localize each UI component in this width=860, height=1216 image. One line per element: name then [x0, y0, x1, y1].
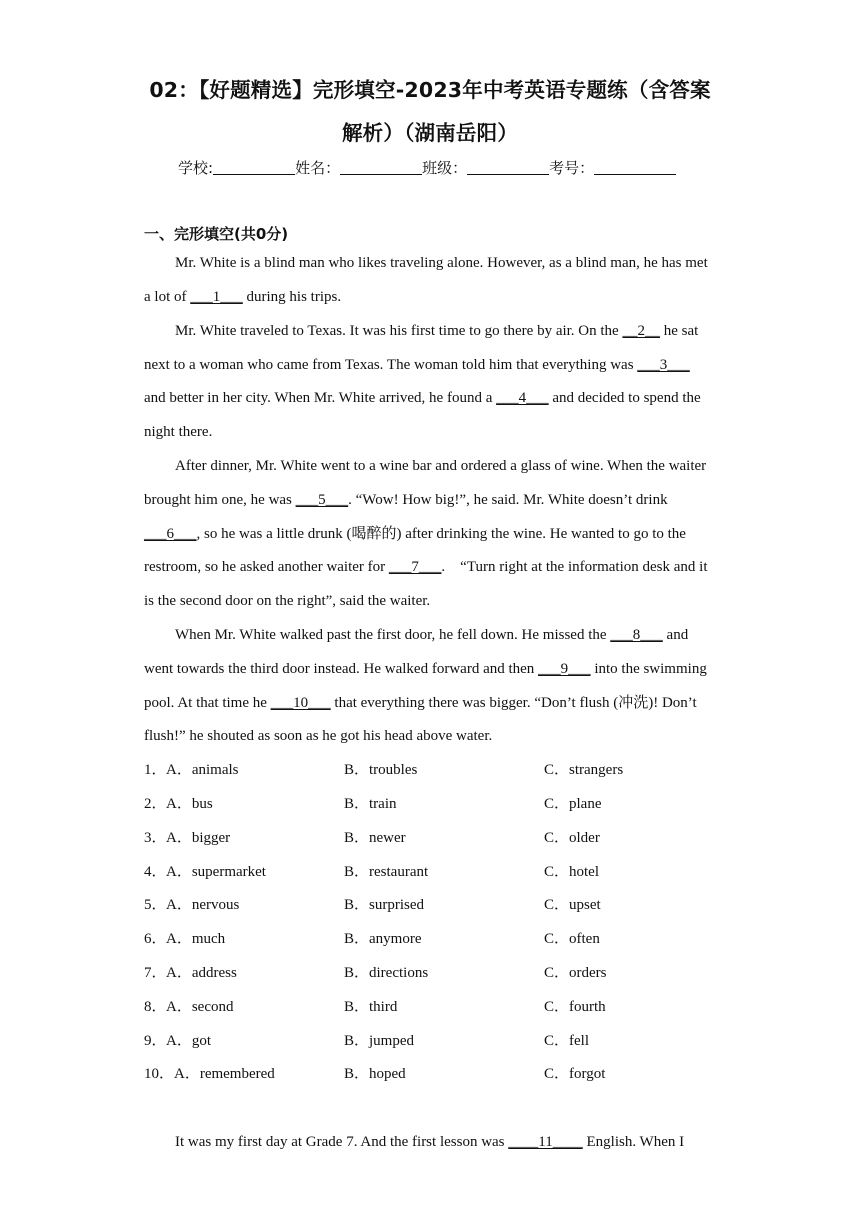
- passage-text: . “Turn right at the information desk and it: [441, 559, 708, 575]
- option-a[interactable]: A．got: [166, 1033, 212, 1049]
- school-label: 学校:: [178, 159, 214, 177]
- option-c[interactable]: C．fourth: [544, 999, 606, 1015]
- question-number: 4．: [144, 864, 167, 880]
- option-b[interactable]: B．directions: [344, 965, 429, 981]
- blank-7: ___7___: [388, 559, 442, 575]
- option-a[interactable]: A．remembered: [174, 1066, 275, 1082]
- section-heading: 一、完形填空(共0分): [144, 225, 289, 243]
- option-a[interactable]: A．bus: [166, 796, 213, 812]
- option-a[interactable]: A．animals: [166, 762, 239, 778]
- option-b[interactable]: B．jumped: [344, 1033, 414, 1049]
- question-number: 9．: [144, 1033, 167, 1049]
- passage-text: , so he was a little drunk (喝醉的) after drinking the wine. He wanted to go to the: [196, 526, 686, 542]
- option-a[interactable]: A．bigger: [166, 830, 231, 846]
- option-c[interactable]: C．orders: [544, 965, 607, 981]
- passage-text: next to a woman who came from Texas. The woman told him that everything was: [144, 357, 638, 373]
- question-number: 2．: [144, 796, 167, 812]
- passage-text: during his trips.: [242, 289, 342, 305]
- passage-text: that everything there was bigger. “Don’t flush (冲洗)! Don’t: [330, 695, 697, 711]
- student-info-row: [178, 156, 676, 180]
- class-blank[interactable]: [467, 158, 549, 175]
- question-number: 5．: [144, 897, 167, 913]
- passage-text: pool. At that time he: [144, 695, 271, 711]
- question-number: 1．: [144, 762, 167, 778]
- option-c[interactable]: C．older: [544, 830, 600, 846]
- passage-line: Mr. White is a blind man who likes traveling alone. However, as a blind man, he has met: [175, 255, 708, 271]
- passage-text: a lot of: [144, 289, 191, 305]
- option-b[interactable]: B．surprised: [344, 897, 424, 913]
- passage-line: [144, 524, 686, 544]
- passage-text: and: [662, 627, 689, 643]
- document-title-line2: 解析）（湖南岳阳）: [341, 121, 519, 145]
- passage-line: [144, 355, 690, 375]
- passage-text: brought him one, he was: [144, 492, 296, 508]
- passage-line: [144, 557, 708, 577]
- blank-11: ____11____: [508, 1134, 583, 1150]
- name-blank[interactable]: [340, 158, 422, 175]
- name-label: 姓名：: [295, 159, 341, 177]
- passage-line: flush!” he shouted as soon as he got his head above water.: [144, 728, 493, 744]
- blank-10: ___10___: [270, 695, 331, 711]
- class-label: 班级：: [422, 159, 468, 177]
- option-c[interactable]: C．forgot: [544, 1066, 606, 1082]
- option-b[interactable]: B．third: [344, 999, 398, 1015]
- option-b[interactable]: B．train: [344, 796, 397, 812]
- option-a[interactable]: A．much: [166, 931, 226, 947]
- passage-text: When Mr. White walked past the first door, he fell down. He missed the: [175, 627, 611, 643]
- option-c[interactable]: C．strangers: [544, 762, 624, 778]
- question-number: 7．: [144, 965, 167, 981]
- blank-1: ___1___: [190, 289, 243, 305]
- option-c[interactable]: C．often: [544, 931, 600, 947]
- passage-line: is the second door on the right”, said the waiter.: [144, 593, 431, 609]
- passage-text: English. When I: [582, 1134, 685, 1150]
- option-c[interactable]: C．upset: [544, 897, 601, 913]
- option-c[interactable]: C．plane: [544, 796, 602, 812]
- passage-text: Mr. White traveled to Texas. It was his first time to go there by air. On the: [175, 323, 623, 339]
- option-a[interactable]: A．nervous: [166, 897, 240, 913]
- passage-line: [144, 659, 707, 679]
- passage-text: . “Wow! How big!”, he said. Mr. White doesn’t drink: [348, 492, 668, 508]
- option-b[interactable]: B．newer: [344, 830, 406, 846]
- passage-line: [175, 321, 698, 341]
- option-c[interactable]: C．fell: [544, 1033, 589, 1049]
- blank-4: ___4___: [496, 390, 549, 406]
- option-a[interactable]: A．supermarket: [166, 864, 266, 880]
- passage-text: and better in her city. When Mr. White arrived, he found a: [144, 390, 497, 406]
- question-number: 10．: [144, 1066, 175, 1082]
- passage-line: [175, 625, 688, 645]
- exam-no-blank[interactable]: [594, 158, 676, 175]
- passage-line: [144, 287, 341, 307]
- passage-text: into the swimming: [590, 661, 707, 677]
- passage-line: [144, 388, 701, 408]
- option-b[interactable]: B．hoped: [344, 1066, 406, 1082]
- option-c[interactable]: C．hotel: [544, 864, 599, 880]
- question-number: 8．: [144, 999, 167, 1015]
- school-blank[interactable]: [213, 158, 295, 175]
- option-a[interactable]: A．second: [166, 999, 234, 1015]
- passage-text: and decided to spend the: [548, 390, 701, 406]
- passage-line: night there.: [144, 424, 213, 440]
- passage2-line: [175, 1132, 684, 1152]
- passage-text: he sat: [659, 323, 699, 339]
- exam-no-label: 考号：: [549, 159, 595, 177]
- passage-line: [144, 693, 697, 713]
- passage-text: went towards the third door instead. He walked forward and then: [144, 661, 539, 677]
- question-number: 3．: [144, 830, 167, 846]
- passage-text: restroom, so he asked another waiter for: [144, 559, 389, 575]
- option-b[interactable]: B．restaurant: [344, 864, 429, 880]
- blank-2: __2__: [622, 323, 660, 339]
- passage-text: It was my first day at Grade 7. And the first lesson was: [175, 1134, 509, 1150]
- passage-line: [144, 490, 668, 510]
- question-number: 6．: [144, 931, 167, 947]
- blank-9: ___9___: [538, 661, 591, 677]
- blank-6: ___6___: [144, 526, 197, 542]
- option-a[interactable]: A．address: [166, 965, 237, 981]
- passage-line: After dinner, Mr. White went to a wine bar and ordered a glass of wine. When the waiter: [175, 458, 707, 474]
- blank-5: ___5___: [295, 492, 349, 508]
- blank-8: ___8___: [610, 627, 663, 643]
- option-b[interactable]: B．troubles: [344, 762, 418, 778]
- blank-3: ___3___: [637, 357, 690, 373]
- option-b[interactable]: B．anymore: [344, 931, 422, 947]
- document-title-line1: 02：【好题精选】完形填空-2023年中考英语专题练（含答案: [149, 78, 711, 102]
